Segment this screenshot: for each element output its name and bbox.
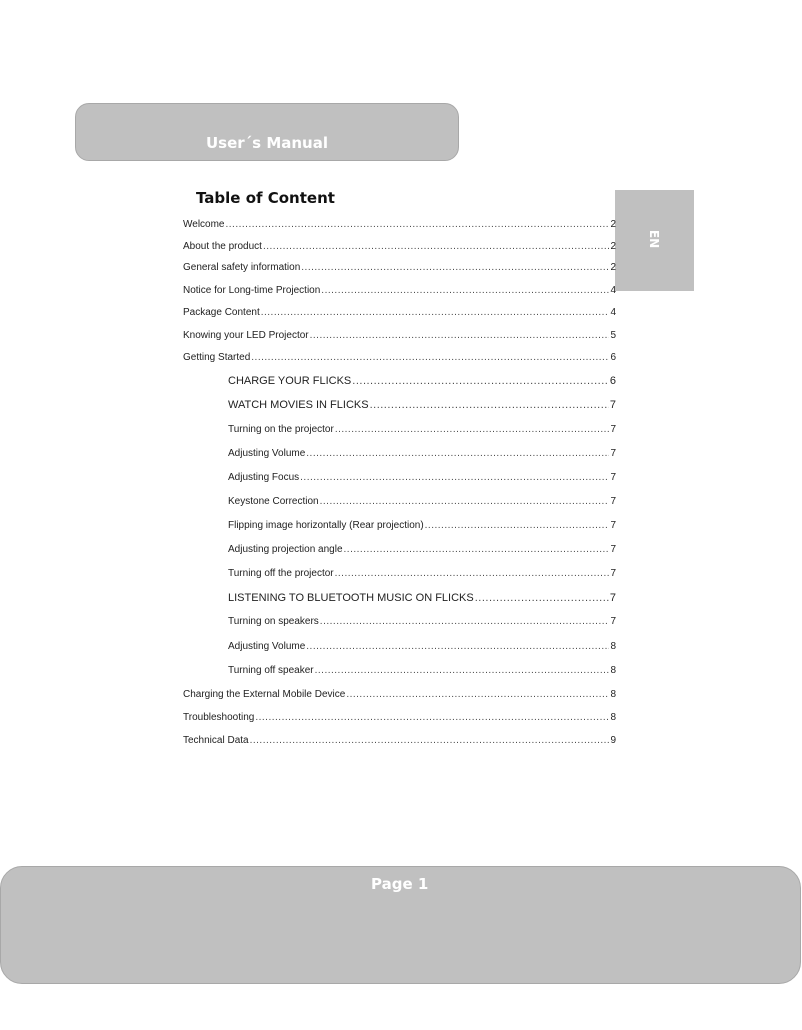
toc-entry[interactable] [228,496,616,507]
toc-entry-label: Welcome [183,219,225,230]
toc-entry[interactable] [228,641,616,652]
toc-entry[interactable] [228,592,616,604]
toc-entry-label: General safety information [183,262,301,273]
header-title: User´s Manual [206,134,328,152]
toc-entry-page: 7 [610,448,616,459]
dot-leader [335,568,610,579]
dot-leader [226,219,610,230]
dot-leader [475,592,609,604]
toc-entry-label: Package Content [183,307,260,318]
toc-entry-label: Getting Started [183,352,251,363]
dot-leader [370,399,609,411]
toc-entry-label: Flipping image horizontally (Rear projection) [228,520,424,531]
toc-entry-label: Technical Data [183,735,249,746]
toc-entry-label: Adjusting projection angle [228,544,343,555]
dot-leader [321,285,609,296]
toc-entry[interactable] [183,219,616,230]
language-tab-label: EN [647,229,662,249]
dot-leader [320,616,610,627]
toc-entry-page: 7 [610,616,616,627]
toc-entry-label: LISTENING TO BLUETOOTH MUSIC ON FLICKS [228,592,474,604]
toc-entry[interactable] [183,689,616,700]
toc-entry-label: Notice for Long-time Projection [183,285,321,296]
toc-entry-page: 7 [610,496,616,507]
dot-leader [263,241,609,252]
toc-entry[interactable] [183,330,616,341]
toc-entry-label: WATCH MOVIES IN FLICKS [228,399,369,411]
toc-entry[interactable] [228,616,616,627]
toc-entry[interactable] [183,735,616,746]
toc-entry[interactable] [183,262,616,273]
toc-entry-page: 7 [610,544,616,555]
toc-entry-label: Charging the External Mobile Device [183,689,346,700]
toc-entry-page: 7 [609,399,616,411]
toc-entry-page: 4 [610,307,616,318]
toc-entry-label: Adjusting Focus [228,472,300,483]
dot-leader [320,496,610,507]
toc-entry-page: 8 [610,641,616,652]
dot-leader [344,544,610,555]
toc-entry[interactable] [228,424,616,435]
toc-entry[interactable] [183,285,616,296]
toc-entry[interactable] [228,544,616,555]
toc-entry[interactable] [183,307,616,318]
toc-entry-page: 7 [610,424,616,435]
toc-entry-label: Keystone Correction [228,496,319,507]
dot-leader [250,735,610,746]
dot-leader [310,330,610,341]
toc-entry[interactable] [228,665,616,676]
toc-entry[interactable] [228,520,616,531]
toc-entry-label: CHARGE YOUR FLICKS [228,375,352,387]
toc-entry-page: 8 [610,712,616,723]
toc-entry-page: 4 [610,285,616,296]
toc-entry-label: Turning on the projector [228,424,334,435]
dot-leader [306,641,609,652]
toc-entry-label: Turning off the projector [228,568,334,579]
dot-leader [255,712,609,723]
toc-entry-page: 6 [609,375,616,387]
toc-entry-label: Adjusting Volume [228,448,306,459]
toc-entry[interactable] [183,712,616,723]
toc-entry-page: 9 [610,735,616,746]
toc-entry-page: 8 [610,665,616,676]
toc-entry-page: 8 [610,689,616,700]
dot-leader [251,352,609,363]
toc-entry-label: Adjusting Volume [228,641,306,652]
dot-leader [346,689,609,700]
dot-leader [301,262,609,273]
dot-leader [300,472,609,483]
toc-entry[interactable] [183,241,616,252]
language-tab [615,190,694,291]
toc-entry-page: 2 [610,219,616,230]
toc-entry[interactable] [228,399,616,411]
toc-entry-page: 7 [610,520,616,531]
toc-entry[interactable] [228,375,616,387]
toc-entry-page: 2 [610,241,616,252]
toc-entry-label: Turning off speaker [228,665,314,676]
toc-entry-page: 7 [609,592,616,604]
toc-entry[interactable] [228,568,616,579]
toc-title: Table of Content [196,189,335,207]
toc-entry-label: About the product [183,241,262,252]
toc-entry-page: 7 [610,472,616,483]
toc-entry[interactable] [228,472,616,483]
toc-entry-label: Troubleshooting [183,712,255,723]
toc-entry-label: Knowing your LED Projector [183,330,309,341]
dot-leader [306,448,609,459]
toc-entry[interactable] [183,352,616,363]
toc-entry-label: Turning on speakers [228,616,319,627]
header-banner [75,103,459,161]
footer-banner [0,866,801,984]
toc-entry[interactable] [228,448,616,459]
dot-leader [261,307,610,318]
dot-leader [335,424,610,435]
page-number: Page 1 [371,875,429,893]
toc-entry-page: 2 [610,262,616,273]
dot-leader [425,520,610,531]
toc-entry-page: 5 [610,330,616,341]
toc-entry-page: 6 [610,352,616,363]
dot-leader [315,665,610,676]
toc-entry-page: 7 [610,568,616,579]
dot-leader [352,375,609,387]
